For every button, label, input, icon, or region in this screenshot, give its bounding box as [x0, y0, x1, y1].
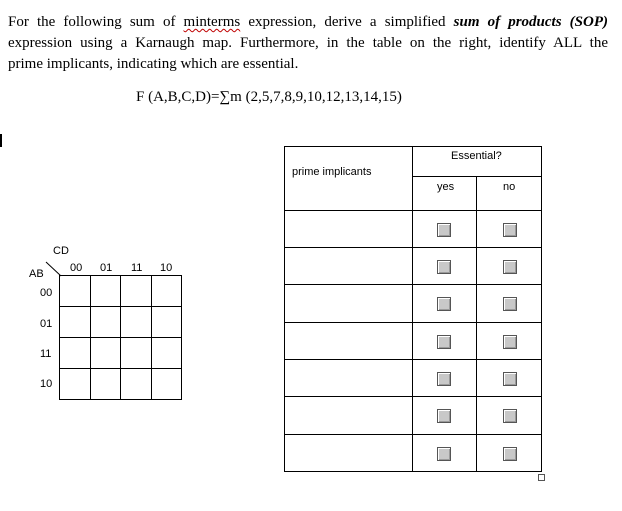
kmap-cell[interactable]	[90, 338, 121, 369]
no-cell	[477, 210, 542, 247]
yes-cell	[413, 397, 477, 434]
yes-header: yes	[437, 181, 455, 194]
kmap-col-10: 10	[160, 262, 173, 274]
no-cell	[477, 285, 542, 322]
pi-header-cell	[285, 147, 413, 211]
kmap-cd-label: CD	[53, 245, 69, 257]
pi-entry-cell[interactable]	[285, 210, 413, 247]
no-cell	[477, 397, 542, 434]
no-checkbox[interactable]	[503, 335, 517, 349]
yes-cell	[413, 322, 477, 359]
no-checkbox[interactable]	[503, 372, 517, 386]
kmap-cell[interactable]	[90, 307, 121, 338]
no-cell	[477, 434, 542, 471]
yes-cell	[413, 285, 477, 322]
no-cell	[477, 247, 542, 284]
kmap-row-10: 10	[40, 378, 53, 390]
kmap-cell[interactable]	[151, 307, 182, 338]
kmap-cell[interactable]	[60, 276, 91, 307]
yes-checkbox[interactable]	[437, 372, 451, 386]
no-checkbox[interactable]	[503, 409, 517, 423]
yes-cell	[413, 359, 477, 396]
yes-cell	[413, 210, 477, 247]
no-checkbox[interactable]	[503, 447, 517, 461]
table-resize-handle[interactable]	[538, 474, 545, 481]
question-line-3: prime implicants, indicating which are essential.	[8, 56, 299, 72]
yes-header-cell	[413, 177, 477, 210]
kmap-cell[interactable]	[151, 369, 182, 400]
essential-header: Essential?	[451, 150, 502, 162]
yes-checkbox[interactable]	[437, 260, 451, 274]
prime-implicants-header: prime implicants	[292, 166, 372, 178]
spellcheck-word: minterms	[183, 14, 241, 30]
kmap-col-11: 11	[131, 262, 143, 274]
kmap-ab-label: AB	[29, 268, 44, 280]
kmap-cell[interactable]	[151, 338, 182, 369]
yes-checkbox[interactable]	[437, 335, 451, 349]
kmap-cell[interactable]	[121, 307, 152, 338]
kmap-cell[interactable]	[121, 276, 152, 307]
no-header-cell	[477, 177, 542, 210]
pi-entry-cell[interactable]	[285, 434, 413, 471]
sop-emphasis: sum of products (SOP)	[453, 14, 608, 30]
kmap-cell[interactable]	[151, 276, 182, 307]
yes-checkbox[interactable]	[437, 297, 451, 311]
pi-entry-cell[interactable]	[285, 322, 413, 359]
kmap-row-00: 00	[40, 287, 53, 299]
question-line-1: For the following sum of minterms expression, derive a simplified sum of products (SOP)	[8, 14, 608, 30]
pi-entry-cell[interactable]	[285, 247, 413, 284]
kmap-col-00: 00	[70, 262, 83, 274]
no-checkbox[interactable]	[503, 223, 517, 237]
no-cell	[477, 322, 542, 359]
no-header: no	[503, 181, 516, 194]
yes-cell	[413, 247, 477, 284]
pi-entry-cell[interactable]	[285, 285, 413, 322]
karnaugh-map-grid	[59, 275, 182, 400]
kmap-cell[interactable]	[121, 338, 152, 369]
no-checkbox[interactable]	[503, 297, 517, 311]
kmap-cell[interactable]	[90, 276, 121, 307]
yes-checkbox[interactable]	[437, 447, 451, 461]
kmap-cell[interactable]	[121, 369, 152, 400]
prime-implicants-table	[284, 146, 542, 472]
kmap-cell[interactable]	[60, 338, 91, 369]
kmap-row-11: 11	[40, 348, 52, 360]
essential-header-cell	[413, 147, 542, 177]
yes-checkbox[interactable]	[437, 409, 451, 423]
kmap-cell[interactable]	[60, 307, 91, 338]
no-cell	[477, 359, 542, 396]
pi-entry-cell[interactable]	[285, 359, 413, 396]
kmap-row-01: 01	[40, 318, 53, 330]
kmap-cell[interactable]	[60, 369, 91, 400]
yes-checkbox[interactable]	[437, 223, 451, 237]
kmap-cell[interactable]	[90, 369, 121, 400]
minterm-formula: F (A,B,C,D)=∑m (2,5,7,8,9,10,12,13,14,15)	[136, 89, 402, 105]
pi-entry-cell[interactable]	[285, 397, 413, 434]
question-line-2: expression using a Karnaugh map. Furthermore, in the table on the right, identify ALL the	[8, 35, 608, 51]
kmap-col-01: 01	[100, 262, 113, 274]
no-checkbox[interactable]	[503, 260, 517, 274]
yes-cell	[413, 434, 477, 471]
